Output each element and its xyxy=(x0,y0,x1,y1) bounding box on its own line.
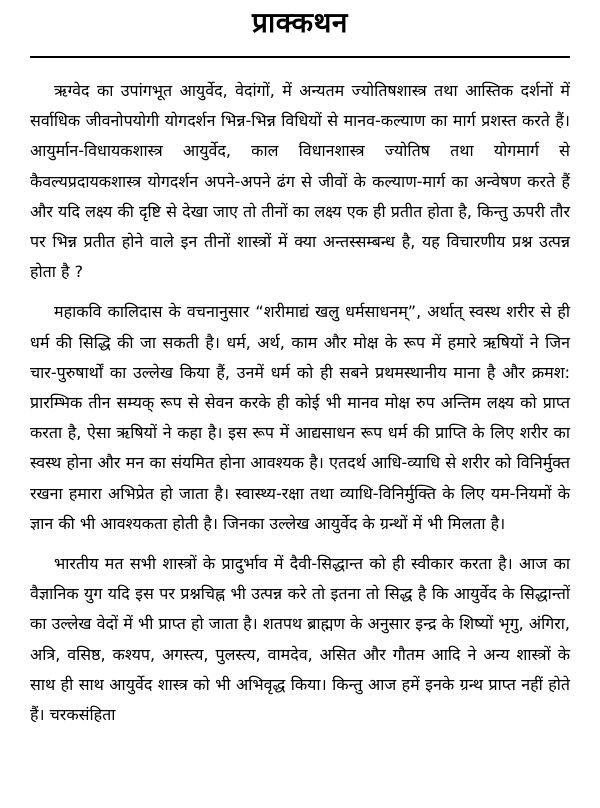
paragraph-1: ऋग्वेद का उपांगभूत आयुर्वेद, वेदांगों, में अन्यतम ज्योतिषशास्त्र तथा आस्तिक दर्शनों में सर्वाधिक जीवनोपयोगी योगदर्शन भिन्न-भिन्न विधियों से मानव-कल्याण का मार्ग प्रशस्त करते हैं। आयुर्मान-विधायकशास्त्र आयुर्वेद, काल विधानशास्त्र ज्योतिष तथा योगमार्ग से कैवल्यप्रदायकशास्त्र योगदर्शन अपने-अपने ढंग से जीवों के कल्याण-मार्ग का अन्वेषण करते हैं और यदि लक्ष्य की दृष्टि से देखा जाए तो तीनों का लक्ष्य एक ही प्रतीत होता है, किन्तु ऊपरी तौर पर भिन्न प्रतीत होने वाले इन तीनों शास्त्रों में क्या अन्तस्सम्बन्ध है, यह विचारणीय प्रश्न उत्पन्न होता है ? xyxy=(30,81,570,282)
paragraph-2: महाकवि कालिदास के वचनानुसार “शरीमाद्यं खलु धर्मसाधनम्”, अर्थात् स्वस्थ शरीर से ही धर्म की सिद्धि की जा सकती है। धर्म, अर्थ, काम और मोक्ष के रूप में हमारे ऋषियों ने जिन चार-पुरुषार्थों का उल्लेख किया हैं, उनमें धर्म को ही सबने प्रथमस्थानीय माना है और क्रमश: प्रारम्भिक तीन सम्यक् रूप से सेवन करके ही कोई भी मानव मोक्ष रुप अन्तिम लक्ष्य को प्राप्त करता है, ऐसा ऋषियों ने कहा है। इस रूप में आद्यसाधन रूप धर्म की प्राप्ति के लिए शरीर का स्वस्थ होना और मन का संयमित होना आवश्यक है। एतदर्थ आधि-व्याधि से शरीर को विनिर्मुक्त रखना हमारा अभिप्रेत हो जाता है। स्वास्थ्य-रक्षा तथा व्याधि-विनिर्मुक्ति के लिए यम-नियमों के ज्ञान की भी आवश्यकता होती है। जिनका उल्लेख आयुर्वेद के ग्रन्थों में भी मिलता है। xyxy=(30,302,570,533)
paragraph-3: भारतीय मत सभी शास्त्रों के प्रादुर्भाव में दैवी-सिद्धान्त को ही स्वीकार करता है। आज का वैज्ञानिक युग यदि इस पर प्रश्नचिह्न भी उत्पन्न करे तो इतना तो सिद्ध है कि आयुर्वेद के सिद्धान्तों का उल्लेख वेदों में भी प्राप्त हो जाता है। शतपथ ब्राह्मण के अनुसार इन्द्र के शिष्यों भृगु, अंगिरा, अत्रि, वसिष्ठ, कश्यप, अगस्त्य, पुलस्त्य, वामदेव, असित और गौतम आदि ने अन्य शास्त्रों के साथ ही साथ आयुर्वेद शास्त्र को भी अभिवृद्ध किया। किन्तु आज हमें इनके ग्रन्थ प्राप्त नहीं होते हैं। चरकसंहिता xyxy=(30,554,570,725)
page-title: प्राक्कथन xyxy=(252,6,348,39)
title-divider xyxy=(30,56,570,58)
